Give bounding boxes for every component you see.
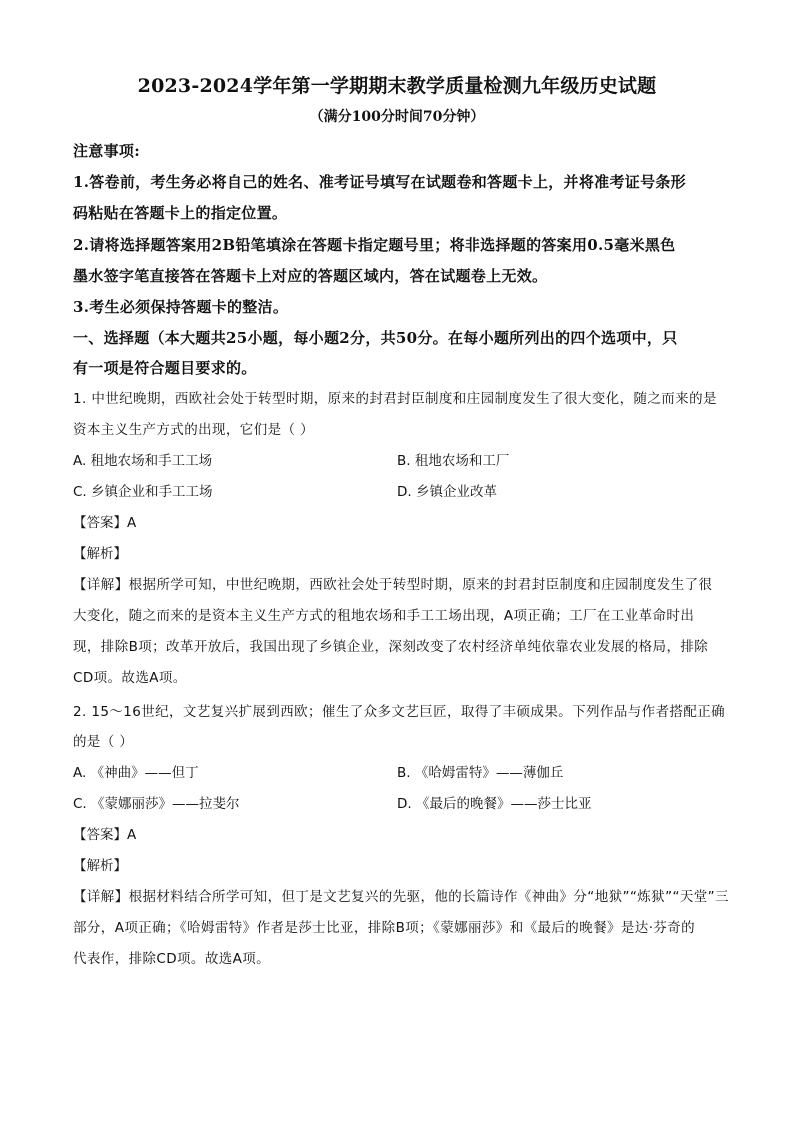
q1-detail-line-4: CD项。故选A项。: [73, 670, 187, 686]
q1-stem-line-2: 资本主义生产方式的出现，它们是（ ）: [73, 422, 314, 438]
q1-detail-line-3: 现，排除B项；改革开放后，我国出现了乡镇企业，深刻改变了农村经济单纯依靠农业发展的格局，排除: [73, 639, 709, 655]
q2-detail-line-2: 部分，A项正确；《哈姆雷特》作者是莎士比亚，排除B项；《蒙娜丽莎》和《最后的晚餐》是达·芬奇的: [73, 920, 696, 936]
section-heading-line-1: 一、选择题（本大题共25小题，每小题2分，共50分。在每小题所列出的四个选项中，只: [73, 329, 678, 347]
q2-option-c: C. 《蒙娜丽莎》——拉斐尔: [73, 796, 240, 812]
notice-item-2-line-1: 2.请将选择题答案用2B铅笔填涂在答题卡指定题号里；将非选择题的答案用0.5毫米黑色: [73, 236, 676, 254]
notice-heading: 注意事项:: [73, 142, 141, 160]
q1-detail-line-2: 大变化，随之而来的是资本主义生产方式的租地农场和手工工场出现，A项正确；工厂在工业革命时出: [73, 608, 695, 624]
page-title: 2023-2024学年第一学期期末教学质量检测九年级历史试题: [137, 75, 657, 97]
q2-detail-line-1: 【详解】根据材料结合所学可知，但丁是文艺复兴的先驱，他的长篇诗作《神曲》分“地狱”“炼狱”“天堂”三: [73, 889, 729, 905]
q2-option-a: A. 《神曲》——但丁: [73, 765, 199, 781]
q1-analysis-label: 【解析】: [73, 546, 127, 562]
q2-analysis-label: 【解析】: [73, 858, 127, 874]
q2-detail-line-3: 代表作，排除CD项。故选A项。: [73, 951, 271, 967]
q1-detail-line-1: 【详解】根据所学可知，中世纪晚期，西欧社会处于转型时期，原来的封君封臣制度和庄园制度发生了很: [73, 577, 713, 593]
q2-option-b: B. 《哈姆雷特》——薄伽丘: [397, 765, 564, 781]
notice-item-3: 3.考生必须保持答题卡的整洁。: [73, 298, 289, 316]
q2-stem-line-1: 2. 15～16世纪，文艺复兴扩展到西欧；催生了众多文艺巨匠，取得了丰硕成果。下列作品与作者搭配正确: [73, 704, 726, 720]
q2-answer: 【答案】A: [73, 827, 137, 843]
q2-option-d: D. 《最后的晚餐》——莎士比亚: [397, 796, 592, 812]
notice-item-1-line-1: 1.答卷前，考生务必将自己的姓名、准考证号填写在试题卷和答题卡上，并将准考证号条形: [73, 173, 686, 191]
q1-stem-line-1: 1. 中世纪晚期，西欧社会处于转型时期，原来的封君封臣制度和庄园制度发生了很大变化，随之而来的是: [73, 391, 717, 407]
q1-option-d: D. 乡镇企业改革: [397, 484, 497, 500]
q1-option-b: B. 租地农场和工厂: [397, 453, 510, 469]
q2-stem-line-2: 的是（ ）: [73, 734, 134, 750]
q1-answer: 【答案】A: [73, 515, 137, 531]
section-heading-line-2: 有一项是符合题目要求的。: [73, 359, 257, 377]
notice-item-2-line-2: 墨水签字笔直接答在答题卡上对应的答题区域内，答在试题卷上无效。: [73, 267, 548, 285]
q1-option-c: C. 乡镇企业和手工工场: [73, 484, 213, 500]
q1-option-a: A. 租地农场和手工工场: [73, 453, 213, 469]
page-subtitle: （满分100分时间70分钟）: [309, 109, 485, 125]
notice-item-1-line-2: 码粘贴在答题卡上的指定位置。: [73, 204, 288, 222]
